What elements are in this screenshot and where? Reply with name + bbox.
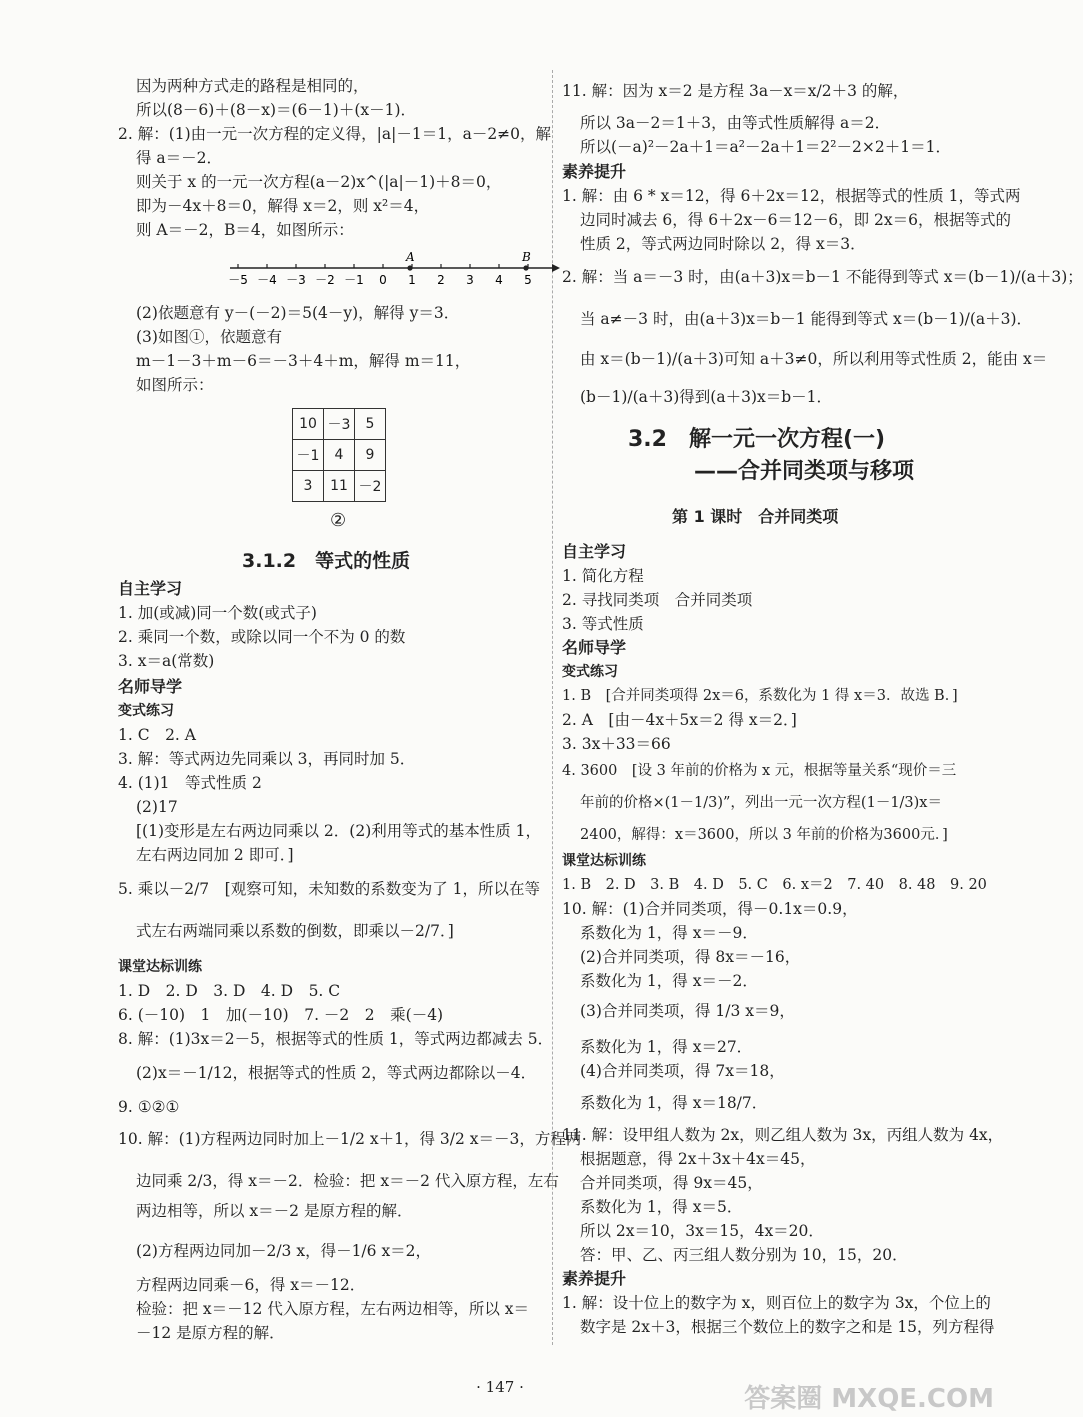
text-line: (2)17 bbox=[136, 798, 178, 816]
number-line bbox=[230, 248, 560, 292]
subheading: 变式练习 bbox=[118, 703, 174, 719]
text-line: [(1)变形是左右两边同乘以 2．(2)利用等式的基本性质 1， bbox=[136, 822, 542, 840]
text-line: 得 a＝－2． bbox=[136, 149, 223, 167]
text-line: 方程两边同乘－6，得 x＝－12． bbox=[136, 1276, 366, 1294]
number-line-tick-label: －5 bbox=[228, 273, 248, 287]
text-line: 3. 等式性质 bbox=[562, 615, 644, 633]
text-line: 所以(－a)²－2a＋1＝a²－2a＋1＝2²－2×2＋1＝1． bbox=[580, 138, 951, 156]
grid-cell: 10 bbox=[293, 409, 324, 440]
text-line: 系数化为 1，得 x＝18/7． bbox=[580, 1094, 768, 1112]
grid-cell: 5 bbox=[355, 409, 386, 440]
text-line: －12 是原方程的解． bbox=[136, 1324, 285, 1342]
point-b bbox=[523, 265, 528, 270]
subheading: 课堂达标训练 bbox=[118, 959, 202, 975]
grid-cell: 4 bbox=[324, 440, 355, 471]
text-line: 由 x＝(b－1)/(a＋3)可知 a＋3≠0，所以利用等式性质 2，能由 x＝ bbox=[580, 350, 1048, 368]
text-line: 10. 解：(1)方程两边同时加上－1/2 x＋1，得 3/2 x＝－3，方程两 bbox=[118, 1130, 582, 1148]
text-line: 11. 解：设甲组人数为 2x，则乙组人数为 3x，丙组人数为 4x， bbox=[562, 1126, 1004, 1144]
text-line: 所以 2x＝10，3x＝15，4x＝20． bbox=[580, 1222, 824, 1240]
text-line: 系数化为 1，得 x＝－9． bbox=[580, 924, 758, 942]
number-line-tick-label: 1 bbox=[408, 273, 416, 287]
text-line: 1. B [合并同类项得 2x＝6，系数化为 1 得 x＝3．故选 B．] bbox=[562, 688, 958, 704]
text-line: 如图所示： bbox=[136, 376, 214, 394]
text-line: 3. 解：等式两边先同乘以 3，再同时加 5． bbox=[118, 750, 416, 768]
text-line: m－1－3＋m－6＝－3＋4＋m，解得 m＝11， bbox=[136, 352, 471, 370]
text-line: (2)x＝－1/12，根据等式的性质 2，等式两边都除以－4． bbox=[136, 1064, 537, 1082]
number-line-tick-label: 0 bbox=[379, 273, 387, 287]
subheading: 课堂达标训练 bbox=[562, 853, 646, 869]
text-line: 10. 解：(1)合并同类项，得－0.1x＝0.9， bbox=[562, 900, 858, 918]
text-line: 边同时减去 6，得 6＋2x－6＝12－6，即 2x＝6，根据等式的 bbox=[580, 211, 1012, 229]
point-a-label: A bbox=[406, 250, 415, 264]
text-line: 答：甲、乙、丙三组人数分别为 10，15，20． bbox=[580, 1246, 908, 1264]
grid-cell: －2 bbox=[355, 471, 386, 502]
text-line: 所以(8－6)＋(8－x)＝(6－1)＋(x－1)． bbox=[136, 101, 417, 119]
text-line: 因为两种方式走的路程是相同的， bbox=[136, 77, 369, 95]
magic-square bbox=[292, 408, 386, 502]
text-line: 则 A＝－2，B＝4，如图所示： bbox=[136, 221, 354, 239]
number-line-tick-label: －3 bbox=[286, 273, 306, 287]
text-line: 边同乘 2/3，得 x＝－2．检验：把 x＝－2 代入原方程，左右 bbox=[136, 1172, 559, 1190]
text-line: 1. C 2. A bbox=[118, 726, 196, 744]
point-a bbox=[407, 265, 412, 270]
section-title: 3.2 解一元一次方程(一) bbox=[628, 427, 886, 452]
text-line: 9. ①②① bbox=[118, 1098, 180, 1116]
text-line: (4)合并同类项，得 7x＝18， bbox=[580, 1062, 785, 1080]
text-line: 1. 解：设十位上的数字为 x，则百位上的数字为 3x，个位上的 bbox=[562, 1294, 991, 1312]
text-line: 1. 简化方程 bbox=[562, 567, 644, 585]
text-line: 系数化为 1，得 x＝27． bbox=[580, 1038, 753, 1056]
subheading: 自主学习 bbox=[118, 579, 183, 598]
text-line: 两边相等，所以 x＝－2 是原方程的解． bbox=[136, 1202, 413, 1220]
text-line: 6. (－10) 1 加(－10) 7. －2 2 乘(－4) bbox=[118, 1006, 444, 1024]
text-line: 则关于 x 的一元一次方程(a－2)x^(|a|－1)＋8＝0， bbox=[136, 173, 502, 191]
figure-caption: ② bbox=[330, 510, 347, 531]
section-title: 3.1.2 等式的性质 bbox=[242, 550, 411, 572]
text-line: 11. 解：因为 x＝2 是方程 3a－x＝x/2＋3 的解， bbox=[562, 82, 909, 100]
number-line-tick-label: －2 bbox=[315, 273, 335, 287]
number-line-tick-label: 5 bbox=[524, 273, 532, 287]
grid-cell: －3 bbox=[324, 409, 355, 440]
text-line: 2. 解：当 a＝－3 时，由(a＋3)x＝b－1 不能得到等式 x＝(b－1)/(a＋3)； bbox=[562, 268, 1083, 286]
text-line: 式左右两端同乘以系数的倒数，即乘以－2/7．] bbox=[136, 922, 454, 940]
text-line: (2)方程两边同加－2/3 x，得－1/6 x＝2， bbox=[136, 1242, 432, 1260]
subheading: 名师导学 bbox=[118, 677, 183, 696]
text-line: 2400，解得：x＝3600，所以 3 年前的价格为3600元．] bbox=[580, 827, 948, 843]
text-line: 根据题意，得 2x＋3x＋4x＝45， bbox=[580, 1150, 816, 1168]
text-line: 左右两边同加 2 即可．] bbox=[136, 846, 294, 864]
grid-cell: 9 bbox=[355, 440, 386, 471]
text-line: 系数化为 1，得 x＝－2． bbox=[580, 972, 758, 990]
text-line: 1. D 2. D 3. D 4. D 5. C bbox=[118, 982, 341, 1000]
number-line-tick-label: 3 bbox=[466, 273, 474, 287]
text-line: 即为－4x＋8＝0，解得 x＝2，则 x²＝4， bbox=[136, 197, 430, 215]
number-line-tick-label: 4 bbox=[495, 273, 503, 287]
text-line: 1. B 2. D 3. B 4. D 5. C 6. x＝2 7. 40 8. 48 9. 20 bbox=[562, 877, 987, 893]
number-line-tick-label: 2 bbox=[437, 273, 445, 287]
text-line: 8. 解：(1)3x＝2－5，根据等式的性质 1，等式两边都减去 5． bbox=[118, 1030, 554, 1048]
subheading: 变式练习 bbox=[562, 664, 618, 680]
watermark: 答案圈 MXQE.COM bbox=[744, 1384, 994, 1414]
section-subtitle: ——合并同类项与移项 bbox=[694, 459, 915, 484]
text-line: 3. 3x＋33＝66 bbox=[562, 735, 671, 753]
page-number: · 147 · bbox=[476, 1378, 524, 1396]
text-line: (b－1)/(a＋3)得到(a＋3)x＝b－1． bbox=[580, 388, 833, 406]
grid-cell: －1 bbox=[293, 440, 324, 471]
text-line: 4. 3600 [设 3 年前的价格为 x 元，根据等量关系“现价＝三 bbox=[562, 763, 957, 779]
text-line: 1. 解：由 6 * x＝12，得 6＋2x＝12，根据等式的性质 1，等式两 bbox=[562, 187, 1021, 205]
text-line: 系数化为 1，得 x＝5． bbox=[580, 1198, 743, 1216]
text-line: 2. 解：(1)由一元一次方程的定义得，|a|－1＝1，a－2≠0，解 bbox=[118, 125, 552, 143]
grid-cell: 3 bbox=[293, 471, 324, 502]
grid-cell: 11 bbox=[324, 471, 355, 502]
text-line: 3. x＝a(常数) bbox=[118, 652, 215, 670]
text-line: 合并同类项，得 9x＝45， bbox=[580, 1174, 763, 1192]
text-line: 5. 乘以－2/7 [观察可知，未知数的系数变为了 1，所以在等 bbox=[118, 880, 540, 898]
subheading: 素养提升 bbox=[562, 1269, 627, 1288]
text-line: 2. A [由－4x＋5x＝2 得 x＝2．] bbox=[562, 711, 797, 729]
text-line: (3)如图①，依题意有 bbox=[136, 328, 282, 346]
text-line: 当 a≠－3 时，由(a＋3)x＝b－1 能得到等式 x＝(b－1)/(a＋3)． bbox=[580, 310, 1033, 328]
number-line-tick-label: －4 bbox=[257, 273, 277, 287]
lesson-title: 第 1 课时 合并同类项 bbox=[672, 507, 839, 526]
subheading: 素养提升 bbox=[562, 162, 627, 181]
text-line: 4. (1)1 等式性质 2 bbox=[118, 774, 262, 792]
text-line: 所以 3a－2＝1＋3，由等式性质解得 a＝2． bbox=[580, 114, 891, 132]
point-b-label: B bbox=[522, 250, 531, 264]
subheading: 名师导学 bbox=[562, 638, 627, 657]
subheading: 自主学习 bbox=[562, 542, 627, 561]
text-line: 2. 寻找同类项 合并同类项 bbox=[562, 591, 753, 609]
text-line: 性质 2，等式两边同时除以 2，得 x＝3． bbox=[580, 235, 866, 253]
text-line: 1. 加(或减)同一个数(或式子) bbox=[118, 604, 317, 622]
text-line: (2)合并同类项，得 8x＝－16， bbox=[580, 948, 801, 966]
number-line-tick-label: －1 bbox=[344, 273, 364, 287]
text-line: 检验：把 x＝－12 代入原方程，左右两边相等，所以 x＝ bbox=[136, 1300, 529, 1318]
text-line: 年前的价格×(1－1/3)”，列出一元一次方程(1－1/3)x＝ bbox=[580, 795, 942, 811]
text-line: (3)合并同类项，得 1/3 x＝9， bbox=[580, 1002, 795, 1020]
text-line: (2)依题意有 y－(－2)＝5(4－y)，解得 y＝3． bbox=[136, 304, 460, 322]
text-line: 2. 乘同一个数，或除以同一个不为 0 的数 bbox=[118, 628, 406, 646]
text-line: 数字是 2x＋3，根据三个数位上的数字之和是 15，列方程得 bbox=[580, 1318, 995, 1336]
